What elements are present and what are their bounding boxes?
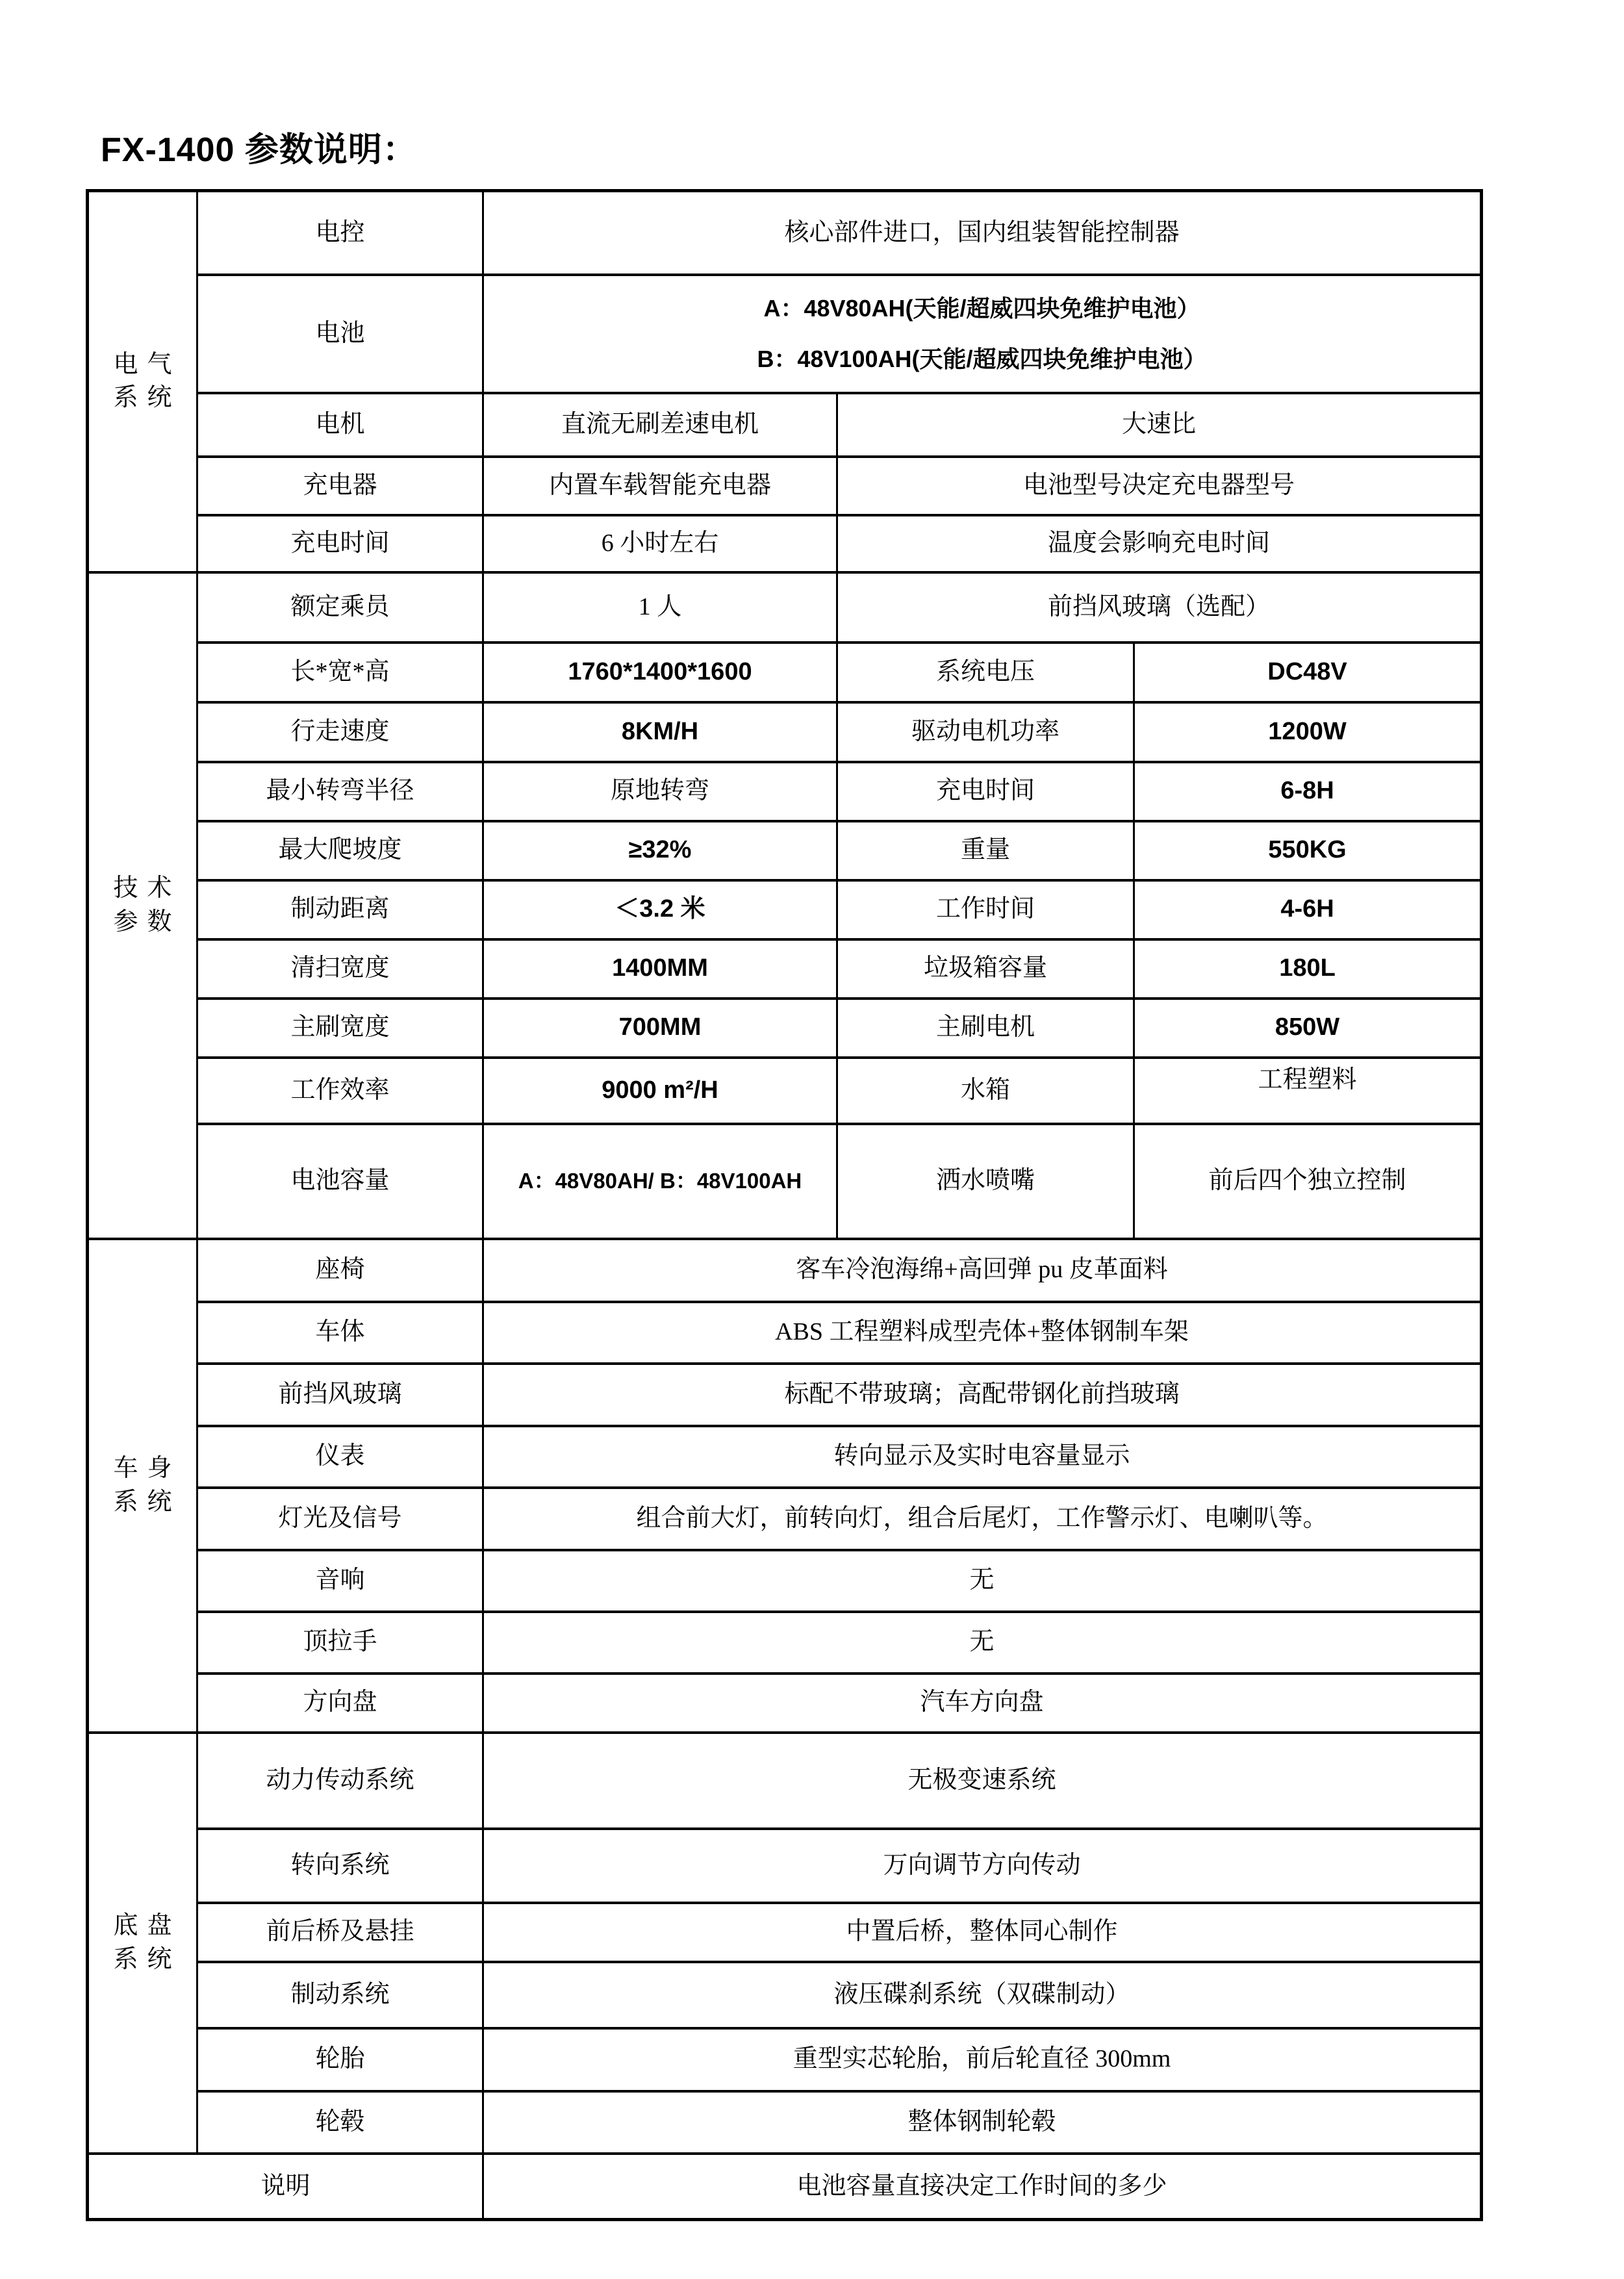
- spec-row-label: 行走速度: [197, 702, 483, 762]
- spec-row-label2: 垃圾箱容量: [837, 939, 1134, 999]
- spec-row-value1: 1400MM: [483, 939, 837, 999]
- spec-row-value: 标配不带玻璃；高配带钢化前挡玻璃: [483, 1364, 1482, 1426]
- spec-row-value2: 大速比: [837, 393, 1482, 457]
- spec-row-value: [483, 275, 1482, 393]
- spec-row-label: 额定乘员: [197, 572, 483, 643]
- spec-row-value1: 1 人: [483, 572, 837, 643]
- spec-row-value1: A：48V80AH/ B：48V100AH: [483, 1124, 837, 1239]
- spec-row-label: 轮胎: [197, 2028, 483, 2091]
- spec-row-label: 最小转弯半径: [197, 762, 483, 821]
- spec-row-value2: 电池型号决定充电器型号: [837, 457, 1482, 515]
- spec-row-value1: 9000 m²/H: [483, 1058, 837, 1124]
- spec-row-value2: 1200W: [1134, 702, 1482, 762]
- spec-row-value: 整体钢制轮毂: [483, 2091, 1482, 2154]
- spec-row-label: 长*宽*高: [197, 643, 483, 702]
- spec-row-label: 电池容量: [197, 1124, 483, 1239]
- spec-row-label2: 洒水喷嘴: [837, 1124, 1134, 1239]
- spec-row-value: ABS 工程塑料成型壳体+整体钢制车架: [483, 1302, 1482, 1364]
- spec-row-label: 顶拉手: [197, 1612, 483, 1674]
- spec-row-label: 轮毂: [197, 2091, 483, 2154]
- spec-row-label2: 主刷电机: [837, 999, 1134, 1058]
- group-line: 电气: [113, 350, 181, 378]
- spec-row-label2: 驱动电机功率: [837, 702, 1134, 762]
- spec-row-value: 转向显示及实时电容量显示: [483, 1426, 1482, 1488]
- spec-row-label2: 工作时间: [837, 880, 1134, 939]
- spec-row-label: 清扫宽度: [197, 939, 483, 999]
- spec-row-label: 主刷宽度: [197, 999, 483, 1058]
- spec-row-label: 灯光及信号: [197, 1488, 483, 1550]
- spec-row-value2: 温度会影响充电时间: [837, 515, 1482, 572]
- spec-row-label: 车体: [197, 1302, 483, 1364]
- spec-row-label: 电控: [197, 191, 483, 275]
- spec-row-label: 前后桥及悬挂: [197, 1903, 483, 1962]
- spec-row-value: 汽车方向盘: [483, 1674, 1482, 1733]
- spec-row-value1: 8KM/H: [483, 702, 837, 762]
- group-line: 车身: [113, 1455, 181, 1483]
- spec-row-value: 客车冷泡海绵+高回弹 pu 皮革面料: [483, 1239, 1482, 1302]
- battery-option-b: B：48V100AH(天能/超威四块免维护电池）: [757, 345, 1207, 372]
- spec-row-value2: 6-8H: [1134, 762, 1482, 821]
- section-group-body: [88, 1239, 197, 1733]
- spec-row-label: 制动系统: [197, 1962, 483, 2028]
- spec-row-value1: 内置车载智能充电器: [483, 457, 837, 515]
- spec-row-value2: 850W: [1134, 999, 1482, 1058]
- spec-row-label2: 充电时间: [837, 762, 1134, 821]
- spec-row-value1: 6 小时左右: [483, 515, 837, 572]
- battery-option-a: A：48V80AH(天能/超威四块免维护电池）: [763, 295, 1200, 322]
- spec-row-label: 电机: [197, 393, 483, 457]
- spec-row-label: 电池: [197, 275, 483, 393]
- group-line: 底盘: [113, 1912, 181, 1940]
- spec-row-label: 转向系统: [197, 1829, 483, 1903]
- spec-row-label: 仪表: [197, 1426, 483, 1488]
- note-value: 电池容量直接决定工作时间的多少: [483, 2154, 1482, 2220]
- spec-row-value1: ＜3.2 米: [483, 880, 837, 939]
- note-label: 说明: [88, 2154, 483, 2220]
- spec-row-label: 音响: [197, 1550, 483, 1612]
- spec-row-label2: 系统电压: [837, 643, 1134, 702]
- spec-row-value2: 前挡风玻璃（选配）: [837, 572, 1482, 643]
- spec-row-value2: 4-6H: [1134, 880, 1482, 939]
- spec-row-label2: 水箱: [837, 1058, 1134, 1124]
- page-title: FX-1400 参数说明：: [101, 131, 417, 169]
- spec-row-label: 前挡风玻璃: [197, 1364, 483, 1426]
- spec-row-value1: 直流无刷差速电机: [483, 393, 837, 457]
- spec-row-label: 方向盘: [197, 1674, 483, 1733]
- spec-row-value: 重型实芯轮胎，前后轮直径 300mm: [483, 2028, 1482, 2091]
- spec-row-value: 无: [483, 1550, 1482, 1612]
- group-line: 参数: [113, 908, 181, 936]
- spec-row-value2: 工程塑料: [1134, 1058, 1482, 1124]
- spec-row-value: 核心部件进口，国内组装智能控制器: [483, 191, 1482, 275]
- spec-row-value1: 700MM: [483, 999, 837, 1058]
- spec-row-value2: DC48V: [1134, 643, 1482, 702]
- spec-row-label: 动力传动系统: [197, 1733, 483, 1829]
- group-line: 系统: [113, 1488, 181, 1516]
- section-group-technical: [88, 572, 197, 1239]
- spec-row-label2: 重量: [837, 821, 1134, 880]
- spec-row-label: 工作效率: [197, 1058, 483, 1124]
- spec-row-value: 无极变速系统: [483, 1733, 1482, 1829]
- spec-row-value: 组合前大灯，前转向灯，组合后尾灯，工作警示灯、电喇叭等。: [483, 1488, 1482, 1550]
- spec-row-value: 液压碟刹系统（双碟制动）: [483, 1962, 1482, 2028]
- spec-row-value: 中置后桥，整体同心制作: [483, 1903, 1482, 1962]
- spec-row-label: 充电时间: [197, 515, 483, 572]
- spec-row-value2: 前后四个独立控制: [1134, 1124, 1482, 1239]
- spec-row-label: 座椅: [197, 1239, 483, 1302]
- spec-row-value1: 原地转弯: [483, 762, 837, 821]
- spec-row-label: 制动距离: [197, 880, 483, 939]
- spec-row-value2: 180L: [1134, 939, 1482, 999]
- spec-row-label: 最大爬坡度: [197, 821, 483, 880]
- section-group-electrical: [88, 191, 197, 572]
- spec-row-label: 充电器: [197, 457, 483, 515]
- section-group-chassis: [88, 1733, 197, 2154]
- spec-row-value1: ≥32%: [483, 821, 837, 880]
- spec-row-value: 无: [483, 1612, 1482, 1674]
- group-line: 系统: [113, 1945, 181, 1973]
- spec-row-value1: 1760*1400*1600: [483, 643, 837, 702]
- spec-row-value2: 550KG: [1134, 821, 1482, 880]
- group-line: 系统: [113, 384, 181, 412]
- group-line: 技术: [113, 874, 181, 902]
- spec-table: [86, 189, 1483, 2221]
- spec-row-value: 万向调节方向传动: [483, 1829, 1482, 1903]
